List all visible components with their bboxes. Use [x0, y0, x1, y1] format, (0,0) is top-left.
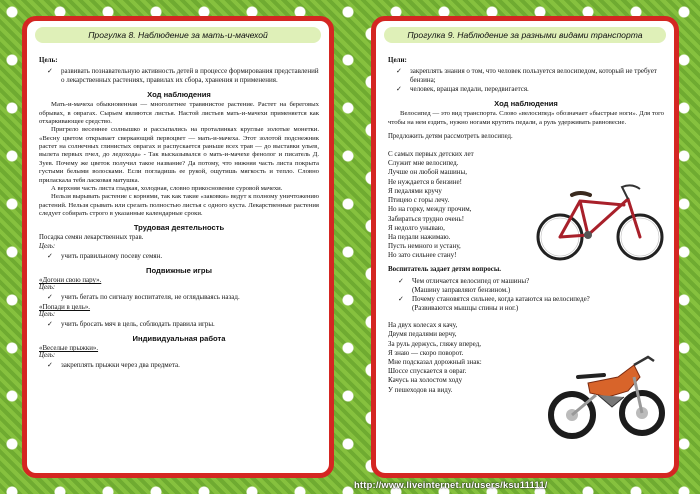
question-item: ✓ Почему становятся сильнее, когда катаются на велосипеде? (Развиваются мышцы спины и ног.)	[398, 294, 590, 312]
individual-goal-list	[39, 361, 319, 370]
poem-line: Забираться трудно очень!	[388, 214, 465, 223]
games-heading: Подвижные игры	[146, 266, 212, 276]
game-name: «Попади в цель».	[39, 304, 91, 312]
goal-list	[39, 67, 319, 85]
poem-line: Мне подсказал дорожный знак:	[388, 357, 482, 366]
goal-item: ✓ человек, вращая педали, передвигается.	[396, 85, 529, 94]
goal-item: ✓ развивать познавательную активность детей в процессе формирования представлений о лекарственных растениях, правилах их сбора, хранения и применения.	[47, 67, 319, 85]
check-icon: ✓	[47, 252, 53, 261]
question-list	[388, 277, 664, 313]
poem-line: Птицею с горы лечу.	[388, 196, 450, 205]
goal-item: ✓ закреплять прыжки через два предмета.	[47, 360, 180, 369]
individual-game-name: «Веселые прыжки».	[39, 345, 99, 353]
check-icon: ✓	[47, 360, 53, 369]
goal-item: ✓ учить правильному посеву семян.	[47, 252, 163, 261]
poem-line: С самых первых детских лет	[388, 149, 474, 158]
observation-heading: Ход наблюдения	[147, 90, 211, 100]
work-heading: Трудовая деятельность	[133, 223, 225, 233]
individual-goal-label: Цель:	[39, 352, 56, 360]
game-goal-list	[39, 320, 319, 329]
goal-list	[388, 67, 664, 94]
observation-heading: Ход наблюдения	[494, 99, 558, 109]
work-text: Посадка семян лекарственных трав.	[39, 234, 144, 242]
watermark-url: http://www.liveinternet.ru/users/ksu11111/	[354, 479, 548, 490]
left-page-title: Прогулка 8. Наблюдение за мать-и-мачехой	[35, 27, 321, 43]
work-goal-list	[39, 252, 319, 261]
bicycle-illustration	[536, 171, 666, 266]
poem-bicycle	[388, 150, 538, 261]
goal-label: Цели:	[388, 56, 407, 64]
observation-paragraph: Мать-и-мачеха обыкновенная — многолетнее травянистое растение. Растет на береговых обрывах, в оврагах. Сырьем являются листья. Настой листьев мать-и-мачехи применяется как отхаркивающее средство.	[39, 101, 319, 125]
poem-line: Я педалями кручу	[388, 186, 442, 195]
observation-paragraph: Пригрело весеннее солнышко и рассыпались на проталинках круглые золотые монетки. «Весну цветом открывает сверкающий первоцвет — мать-и-мачеха. Этот золотой подснежник растет на солнечных глинистых оврагах и распускается раньше всех трав — до выставки ульев, вылета первых пчел, до ледохода» - Так высказывался о мать-и-мачехе фенолог и писатель Д. Зуев. Почему же цветок получил такое название? Да потому, что нижняя часть листа покрыта густыми белыми волосками. Если погладишь ее рукой, ощутишь мягкость и тепло. Словно приласкала тебя ласковая матушка.	[39, 126, 319, 184]
poem-line: Но зато сильнее стану!	[388, 251, 457, 260]
poem-line: Но на горку, между прочим,	[388, 205, 472, 214]
check-icon: ✓	[396, 67, 402, 75]
game-goal-list	[39, 293, 319, 302]
goal-item: ✓ учить бросать мяч в цель, соблюдать правила игры.	[47, 319, 215, 328]
poem-line: На педали нажимаю.	[388, 232, 451, 241]
observation-paragraph: Нельзя вырывать растение с корнями, так как такие «заковки» ведут к полному уничтожению растений. Нельзя срывать или срезать полностью листья с одного куста. Лекарственные растения следует собирать строго в указанные календарные сроки.	[39, 193, 319, 218]
goal-label: Цель:	[39, 56, 58, 64]
check-icon: ✓	[396, 85, 402, 94]
game-name: «Догони свою пару».	[39, 277, 102, 285]
poem-line: Служит мне велосипед.	[388, 159, 459, 168]
check-icon: ✓	[47, 293, 53, 302]
offer-text: Предложить детям рассмотреть велосипед.	[388, 133, 513, 141]
poem-line: Шоссе спускается в овраг.	[388, 367, 467, 376]
observation-paragraph: Велосипед — это вид транспорта. Слово «велосипед» обозначает «быстрые ноги». Для того чтобы на нем ездить, нужно ногами крутить педали, а руль удерживать равновесие.	[388, 110, 664, 126]
check-icon: ✓	[398, 294, 404, 303]
check-icon: ✓	[398, 276, 404, 285]
question-item: ✓ Чем отличается велосипед от машины? (Машину заправляют бензином.)	[398, 276, 530, 294]
goal-item: ✓ закреплять знания о том, что человек пользуется велосипедом, который не требует бензина;	[396, 67, 657, 85]
poem-motorbike	[388, 321, 538, 395]
right-page-title: Прогулка 9. Наблюдение за разными видами транспорта	[384, 27, 666, 43]
poem-line: Я недолго унываю,	[388, 223, 445, 232]
poem-line: У пешеходов на виду.	[388, 385, 453, 394]
dirt-bike-illustration	[548, 347, 666, 443]
poem-line: Пусть немного и устану,	[388, 242, 461, 251]
poem-line: Качусь на холостом ходу	[388, 376, 463, 385]
left-page-panel	[22, 16, 334, 478]
work-goal-label: Цель:	[39, 243, 56, 251]
left-goal-section	[39, 49, 319, 85]
check-icon: ✓	[47, 319, 53, 328]
poem-line: На двух колесах я качу,	[388, 321, 458, 330]
game-goal-label: Цель:	[39, 284, 56, 292]
teacher-questions-label: Воспитатель задает детям вопросы.	[388, 264, 502, 273]
poem-line: Двумя педалями верчу,	[388, 330, 457, 339]
right-page-panel	[371, 16, 679, 478]
check-icon: ✓	[47, 67, 53, 75]
poem-line: Я знаю — скоро поворот.	[388, 348, 464, 357]
observation-paragraph: А верхняя часть листа гладкая, холодная, словно прикосновение суровой мачехи.	[51, 184, 283, 192]
right-goal-section	[388, 49, 664, 94]
poem-line: Не нуждается в бензине!	[388, 177, 462, 186]
goal-item: ✓ учить бегать по сигналу воспитателя, не оглядываясь назад.	[47, 293, 240, 302]
individual-heading: Индивидуальная работа	[132, 334, 226, 344]
poem-line: За руль держусь, гляжу вперед,	[388, 339, 482, 348]
poem-line: Лучше он любой машины,	[388, 168, 467, 177]
game-goal-label: Цель:	[39, 311, 56, 319]
